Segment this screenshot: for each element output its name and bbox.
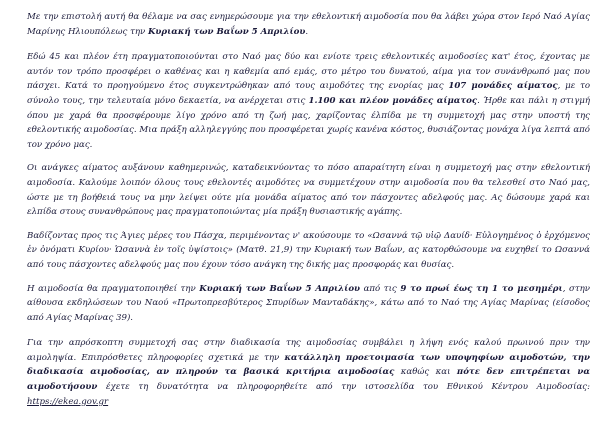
text-span: από τις [360, 283, 401, 294]
paragraph-info [27, 336, 590, 409]
paragraph-schedule [27, 282, 590, 326]
units-highlight: 107 μονάδες αίματος [448, 81, 558, 92]
paragraph-intro [27, 10, 590, 39]
restriction-highlight: πότε δεν επιτρέπεται να αιμοδοτήσουν [27, 367, 591, 393]
paragraph-history [27, 50, 590, 152]
text-span: έχετε τη δυνατότητα να πληροφορηθείτε από την ιστοσελίδα του Εθνικού Κέντρου Αιμοδοσίας: [97, 382, 590, 393]
total-units-highlight: 1.100 και πλέον μονάδες αίματος [308, 95, 478, 106]
paragraph-needs [27, 161, 590, 219]
ekea-link[interactable]: https://ekea.gov.gr [27, 396, 109, 407]
text-span: Οι ανάγκες αίματος αυξάνουν καθημερινώς, καταδεικνύοντας το πόσο απαραίτητη είναι η συμμετοχή μας στην εθελοντική αιμοδοσία. Καλούμε λοιπόν όλους τους εθελοντές αιμοδότες να συμμετέχουν στην αιμοδοσία που θα τελεσθεί στο Ναό μας, ώστε με τη βοήθειά τους να μην λείψει ούτε μία μονάδα αίματος από τον πάσχοντες αδελφούς μας. Ας δώσουμε χαρά και ελπίδα στους συνανθρώπους μας πραγματοποιώντας μία πράξη θυσιαστικής αγάπης. [27, 163, 590, 218]
text-span: . Ήρθε και πάλι η στιγμή όπου με χαρά θα προσφέρουμε λίγο χρόνο από τη ζωή μας, χαρίζοντας έλπίδα με τη συμμετοχή μας στην υποστή της εθελοντικής αιμοδοσίας. Μια πράξη αλληλεγγύης που προσφέρεται χωρίς κανένα κόστος, θυσιάζοντας μονάχα λίγα λεπτά από τον χρόνο μας. [27, 95, 590, 150]
text-span: Βαδίζοντας προς τις Άγιες μέρες του Πάσχα, περιμένοντας ν' ακούσουμε το «Ωσαννά τῷ υἱῷ Δαυίδ· Εὐλογημένος ὁ ἐρχόμενος ἐν ὀνόματι Κυρίου· Ὡσαννὰ ἐν τοῖς ὑψίστοις» (Ματθ. 21,9) την Κυριακή των Βαΐων, ας κατορθώσουμε να ευχηθεί το Ωσαννά από τους πάσχοντες αδελφούς μας που έχουν τόσο ανάγκη της δικής μας προσφοράς και θυσίας. [27, 230, 590, 270]
date-highlight: Κυριακή των Βαΐων 5 Απριλίου [147, 26, 306, 37]
date-highlight: Κυριακή των Βαΐων 5 Απριλίου [199, 283, 361, 294]
time-highlight: 9 το πρωί έως τη 1 το μεσημέρι [400, 283, 563, 294]
text-span: Η αιμοδοσία θα πραγματοποιηθεί την [27, 283, 200, 294]
text-span: , στην αίθουσα εκδηλώσεων του Ναού «Πρωτοπρεσβύτερος Σπυρίδων Μανταδάκης», κάτω από το Ναό της Αγίας Μαρίνας (είσοδος από Αγίας Μαρίνας 39). [27, 283, 590, 323]
paragraph-easter [27, 229, 590, 273]
text-span: Εδώ 45 και πλέον έτη πραγματοποιούνται στο Ναό μας δύο και ενίοτε τρεις εθελοντικές αιμοδοσίες κατ' έτος, έχοντας με αυτόν τον τρόπο προσφέρει ο καθένας και η καθεμία από εμάς, στο μέτρο του δυνατού, αίμα για τον συνάνθρωπό μας που πάσχει. Κατά το προηγούμενο έτος συγκεντρώθηκαν από τους αιμοδότες της ενορίας μας [27, 52, 590, 92]
criteria-highlight: κατάλληλη προετοιμασία των υποψηφίων αιμοδοτών, την διαδικασία αιμοδοσίας, αν πληρούν τα βασικά κριτήρια αιμοδοσίας [27, 352, 590, 378]
text-span: Για την απρόσκοπτη συμμετοχή σας στην διαδικασία της αιμοδοσίας συμβάλει η λήψη ενός καλού πρωινού πριν την αιμοληψία. Επιπρόσθετες πληροφορίες σχετικά με την [27, 338, 590, 363]
text-span: Με την επιστολή αυτή θα θέλαμε να σας ενημερώσουμε για την εθελοντική αιμοδοσία που θα λάβει χώρα στον Ιερό Ναό Αγίας Μαρίνης Ηλιουπόλεως την [27, 12, 590, 37]
text-span: , με το σύνολο τους, την τελευταία μόνο δεκαετία, να ανέρχεται στις [27, 81, 590, 106]
text-span: καθώς και [394, 367, 457, 378]
text-span: . [305, 26, 309, 37]
